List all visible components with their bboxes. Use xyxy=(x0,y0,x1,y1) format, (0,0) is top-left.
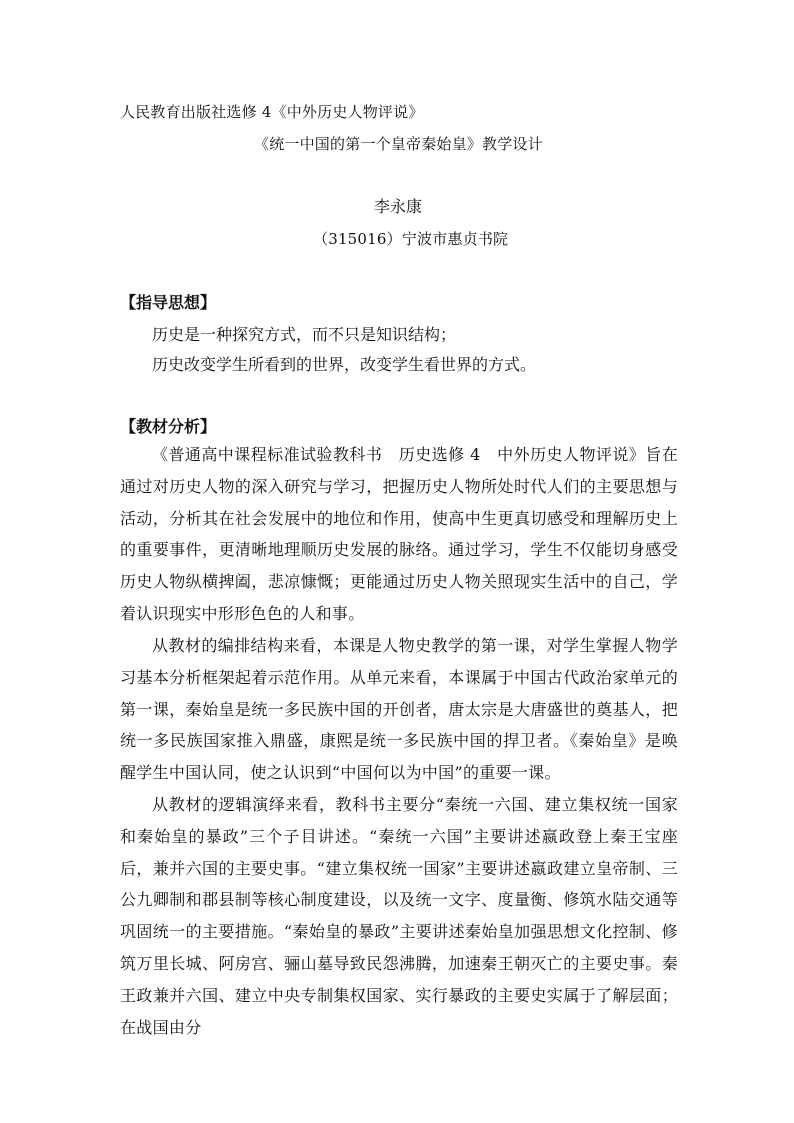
publisher-line: 人民教育出版社选修 4《中外历史人物评说》 xyxy=(120,103,424,121)
author-name: 李永康 xyxy=(374,197,423,216)
author-affiliation: （315016）宁波市惠贞书院 xyxy=(313,230,509,248)
guide-line-1: 历史是一种探究方式，而不只是知识结构； xyxy=(152,325,457,344)
analysis-paragraph-3: 从教材的逻辑演绎来看，教科书主要分“秦统一六国、建立集权统一国家和秦始皇的暴政”三个子目讲述。“秦统一六国”主要讲述嬴政登上秦王宝座后，兼并六国的主要史事。“建立集权统一国家”主要讲述嬴政建立皇帝制、三公九卿制和郡县制等核心制度建设，以及统一文字、度量衡、修筑水陆交通等巩固统一的主要措施。“秦始皇的暴政”主要讲述秦始皇加强思想文化控制、修筑万里长城、阿房宫、骊山墓导致民怨沸腾，加速秦王朝灭亡的主要史事。秦王政兼并六国、建立中央专制集权国家、实行暴政的主要史实属于了解层面；在战国由分 xyxy=(120,795,678,1037)
guide-heading: 【指导思想】 xyxy=(120,293,217,312)
guide-line-2: 历史改变学生所看到的世界，改变学生看世界的方式。 xyxy=(152,355,537,374)
analysis-paragraph-2: 从教材的编排结构来看，本课是人物史教学的第一课，对学生掌握人物学习基本分析框架起着示范作用。从单元来看，本课属于中国古代政治家单元的第一课，秦始皇是统一多民族中国的开创者，唐太宗是大唐盛世的奠基人，把统一多民族国家推入鼎盛，康熙是统一多民族中国的捍卫者。《秦始皇》是唤醒学生中国认同，使之认识到“中国何以为中国”的重要一课。 xyxy=(120,636,678,783)
analysis-paragraph-1: 《普通高中课程标准试验教科书 历史选修 4 中外历史人物评说》旨在通过对历史人物的深入研究与学习，把握历史人物所处时代人们的主要思想与活动，分析其在社会发展中的地位和作用，使高中生更真切感受和理解历史上的重要事件，更清晰地理顺历史发展的脉络。通过学习，学生不仅能切身感受历史人物纵横捭阖，悲凉慷慨；更能通过历史人物关照现实生活中的自己，学着认识现实中形形色色的人和事。 xyxy=(120,445,678,623)
document-title: 《统一中国的第一个皇帝秦始皇》教学设计 xyxy=(254,135,543,153)
analysis-heading: 【教材分析】 xyxy=(120,417,217,436)
